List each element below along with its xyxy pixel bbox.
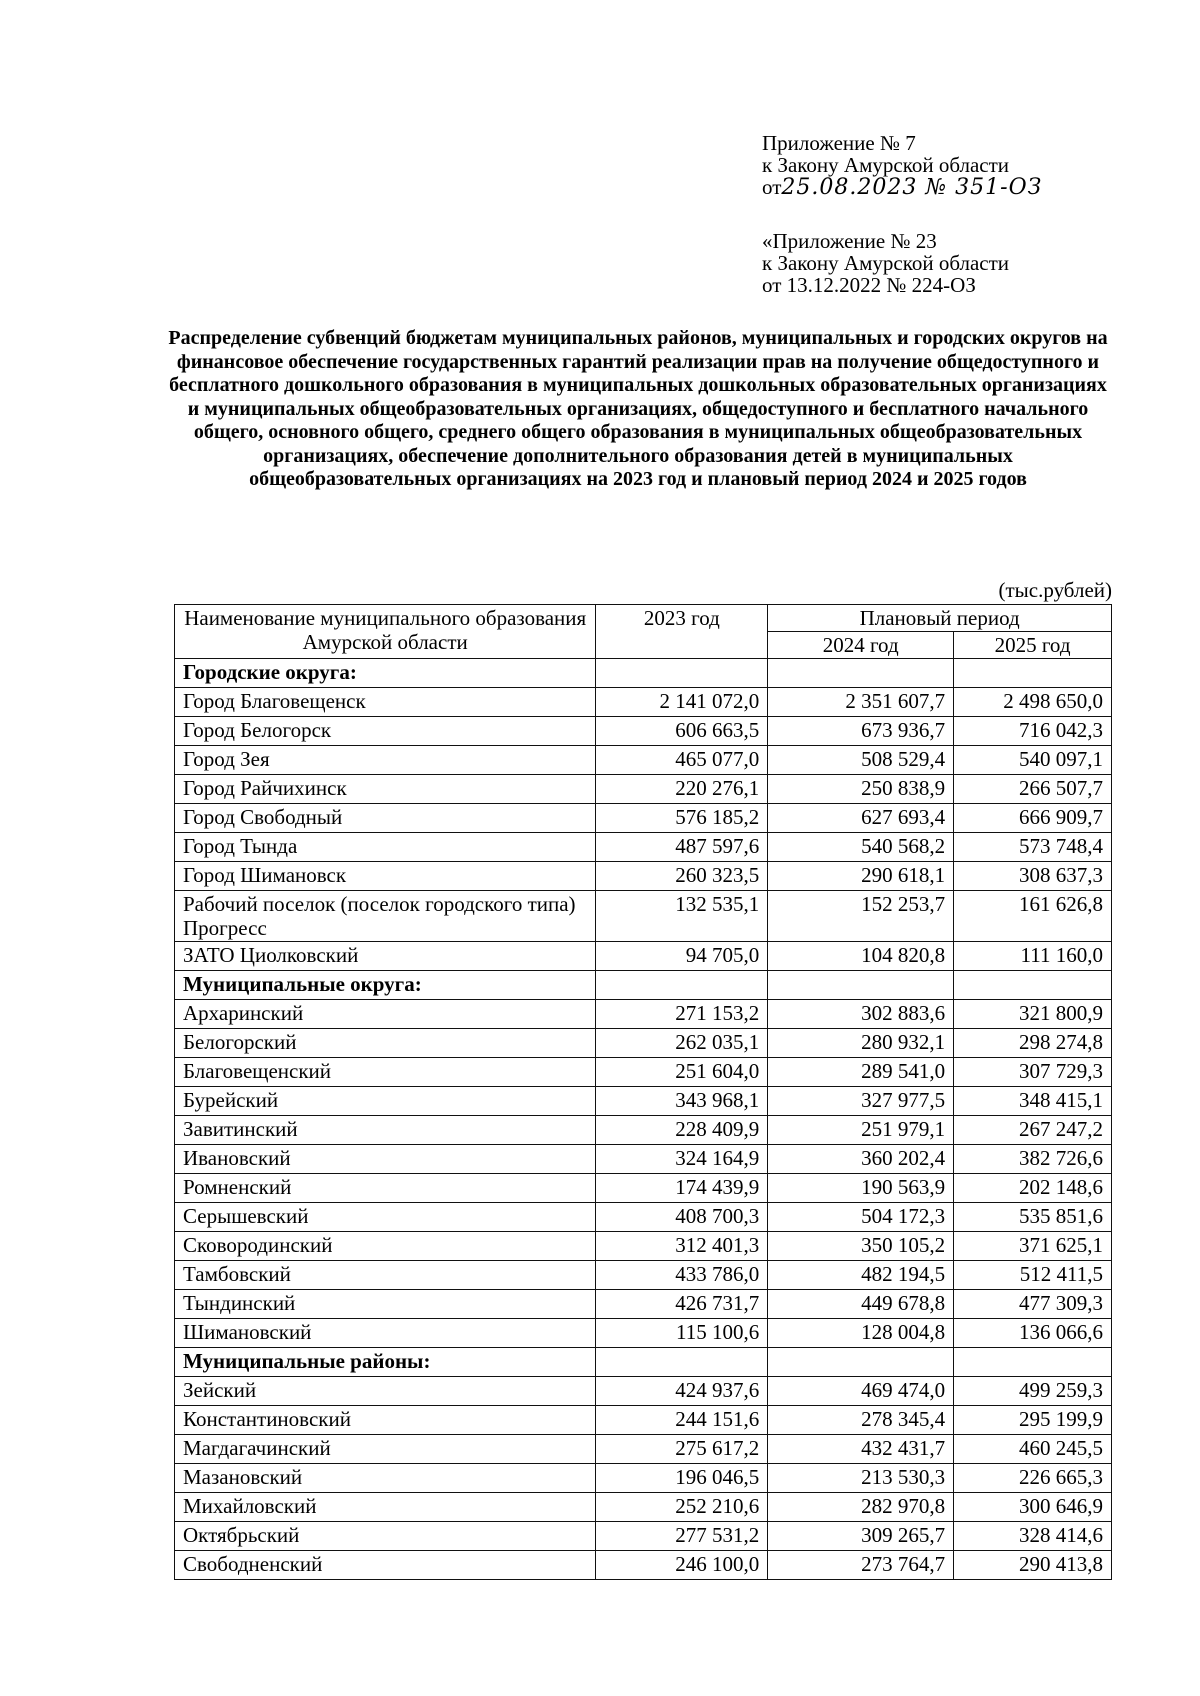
value-2023: 576 185,2 (596, 804, 768, 833)
municipality-name: Город Свободный (175, 804, 596, 833)
municipality-name: Зейский (175, 1377, 596, 1406)
value-2025: 477 309,3 (954, 1290, 1112, 1319)
value-2023: 277 531,2 (596, 1522, 768, 1551)
table-row (175, 1145, 1112, 1174)
date-prefix: от (762, 175, 782, 199)
value-2024: 280 932,1 (768, 1029, 954, 1058)
value-2023 (596, 1348, 768, 1377)
municipality-name: Ромненский (175, 1174, 596, 1203)
municipality-name: Муниципальные районы: (175, 1348, 596, 1377)
table-row (175, 833, 1112, 862)
value-2023: 94 705,0 (596, 942, 768, 971)
table-row (175, 1435, 1112, 1464)
municipality-name: Михайловский (175, 1493, 596, 1522)
value-2025: 267 247,2 (954, 1116, 1112, 1145)
value-2025: 499 259,3 (954, 1377, 1112, 1406)
value-2023 (596, 971, 768, 1000)
value-2023: 251 604,0 (596, 1058, 768, 1087)
appendix-number: «Приложение № 23 (762, 229, 937, 253)
value-2024: 213 530,3 (768, 1464, 954, 1493)
value-2025: 535 851,6 (954, 1203, 1112, 1232)
table-row (175, 891, 1112, 942)
value-2025: 307 729,3 (954, 1058, 1112, 1087)
section-row (175, 659, 1112, 688)
table-row (175, 1377, 1112, 1406)
value-2025: 382 726,6 (954, 1145, 1112, 1174)
units-label: (тыс.рублей) (998, 578, 1112, 602)
subventions-table (174, 604, 1112, 1580)
appendix-original-block (762, 230, 1009, 296)
value-2024: 449 678,8 (768, 1290, 954, 1319)
municipality-name: Завитинский (175, 1116, 596, 1145)
value-2025: 666 909,7 (954, 804, 1112, 833)
appendix-date-line: от 13.12.2022 № 224-ОЗ (762, 273, 976, 297)
table-row (175, 1522, 1112, 1551)
municipality-name: Город Белогорск (175, 717, 596, 746)
value-2025: 371 625,1 (954, 1232, 1112, 1261)
value-2024: 190 563,9 (768, 1174, 954, 1203)
municipality-name: Город Райчихинск (175, 775, 596, 804)
value-2023: 606 663,5 (596, 717, 768, 746)
table-row (175, 717, 1112, 746)
value-2024: 350 105,2 (768, 1232, 954, 1261)
table-row (175, 1116, 1112, 1145)
value-2024: 104 820,8 (768, 942, 954, 971)
value-2025: 111 160,0 (954, 942, 1112, 971)
table-row (175, 1464, 1112, 1493)
value-2023: 244 151,6 (596, 1406, 768, 1435)
value-2024: 128 004,8 (768, 1319, 954, 1348)
table-row (175, 746, 1112, 775)
value-2023: 426 731,7 (596, 1290, 768, 1319)
value-2023: 271 153,2 (596, 1000, 768, 1029)
value-2025: 716 042,3 (954, 717, 1112, 746)
handwritten-date-number: 25.08.2023 № 351-ОЗ (781, 175, 1043, 200)
value-2023: 275 617,2 (596, 1435, 768, 1464)
value-2024: 432 431,7 (768, 1435, 954, 1464)
value-2023: 115 100,6 (596, 1319, 768, 1348)
value-2025 (954, 971, 1112, 1000)
section-row (175, 1348, 1112, 1377)
table-row (175, 1058, 1112, 1087)
value-2024: 251 979,1 (768, 1116, 954, 1145)
value-2025 (954, 1348, 1112, 1377)
table-row (175, 862, 1112, 891)
value-2025: 226 665,3 (954, 1464, 1112, 1493)
value-2024 (768, 659, 954, 688)
section-row (175, 971, 1112, 1000)
table-body (175, 659, 1112, 1580)
value-2023: 2 141 072,0 (596, 688, 768, 717)
table-header-row (175, 605, 1112, 632)
value-2023: 132 535,1 (596, 891, 768, 942)
table-row (175, 1174, 1112, 1203)
value-2024: 278 345,4 (768, 1406, 954, 1435)
appendix-law-reference: к Закону Амурской области (762, 153, 1010, 177)
value-2024: 540 568,2 (768, 833, 954, 862)
appendix-law-reference: к Закону Амурской области (762, 251, 1010, 275)
municipality-name: Сковородинский (175, 1232, 596, 1261)
value-2023: 465 077,0 (596, 746, 768, 775)
municipality-name: Тындинский (175, 1290, 596, 1319)
value-2025: 136 066,6 (954, 1319, 1112, 1348)
municipality-name: Мазановский (175, 1464, 596, 1493)
value-2024: 309 265,7 (768, 1522, 954, 1551)
value-2023: 343 968,1 (596, 1087, 768, 1116)
value-2025: 295 199,9 (954, 1406, 1112, 1435)
table-row (175, 804, 1112, 833)
value-2023: 433 786,0 (596, 1261, 768, 1290)
municipality-name: Свободненский (175, 1551, 596, 1580)
value-2025: 290 413,8 (954, 1551, 1112, 1580)
municipality-name: Архаринский (175, 1000, 596, 1029)
table-row (175, 775, 1112, 804)
value-2024: 482 194,5 (768, 1261, 954, 1290)
table-row (175, 942, 1112, 971)
appendix-date-line (762, 176, 1042, 199)
value-2024: 2 351 607,7 (768, 688, 954, 717)
appendix-current-block (762, 132, 1042, 199)
value-2025: 202 148,6 (954, 1174, 1112, 1203)
municipality-name: Муниципальные округа: (175, 971, 596, 1000)
value-2025: 161 626,8 (954, 891, 1112, 942)
value-2023: 324 164,9 (596, 1145, 768, 1174)
municipality-name: Город Шимановск (175, 862, 596, 891)
value-2023: 260 323,5 (596, 862, 768, 891)
municipality-name: Город Зея (175, 746, 596, 775)
table-row (175, 1406, 1112, 1435)
table-row (175, 1203, 1112, 1232)
table-row (175, 1087, 1112, 1116)
value-2025: 2 498 650,0 (954, 688, 1112, 717)
value-2023: 312 401,3 (596, 1232, 768, 1261)
municipality-name: Рабочий поселок (поселок городского типа) Прогресс (175, 891, 596, 942)
header-municipality: Наименование муниципального образования Амурской области (175, 605, 596, 659)
value-2025: 321 800,9 (954, 1000, 1112, 1029)
table-row (175, 688, 1112, 717)
value-2023: 262 035,1 (596, 1029, 768, 1058)
value-2024: 290 618,1 (768, 862, 954, 891)
municipality-name: Серышевский (175, 1203, 596, 1232)
value-2023: 408 700,3 (596, 1203, 768, 1232)
value-2023: 228 409,9 (596, 1116, 768, 1145)
value-2023: 220 276,1 (596, 775, 768, 804)
value-2023: 424 937,6 (596, 1377, 768, 1406)
value-2025: 328 414,6 (954, 1522, 1112, 1551)
municipality-name: Город Тында (175, 833, 596, 862)
value-2024: 152 253,7 (768, 891, 954, 942)
table-row (175, 1319, 1112, 1348)
municipality-name: Константиновский (175, 1406, 596, 1435)
table-row (175, 1000, 1112, 1029)
value-2024: 273 764,7 (768, 1551, 954, 1580)
table-row (175, 1290, 1112, 1319)
table-row (175, 1551, 1112, 1580)
value-2025 (954, 659, 1112, 688)
value-2024: 250 838,9 (768, 775, 954, 804)
value-2024: 289 541,0 (768, 1058, 954, 1087)
value-2025: 348 415,1 (954, 1087, 1112, 1116)
municipality-name: Октябрьский (175, 1522, 596, 1551)
value-2024: 360 202,4 (768, 1145, 954, 1174)
table-row (175, 1493, 1112, 1522)
municipality-name: Городские округа: (175, 659, 596, 688)
appendix-number: Приложение № 7 (762, 131, 916, 155)
value-2025: 540 097,1 (954, 746, 1112, 775)
header-2024: 2024 год (768, 632, 954, 659)
value-2025: 573 748,4 (954, 833, 1112, 862)
value-2024: 627 693,4 (768, 804, 954, 833)
value-2025: 512 411,5 (954, 1261, 1112, 1290)
municipality-name: Ивановский (175, 1145, 596, 1174)
value-2024 (768, 1348, 954, 1377)
value-2025: 460 245,5 (954, 1435, 1112, 1464)
header-planned-period: Плановый период (768, 605, 1112, 632)
municipality-name: Магдагачинский (175, 1435, 596, 1464)
table-row (175, 1029, 1112, 1058)
value-2024: 327 977,5 (768, 1087, 954, 1116)
municipality-name: Тамбовский (175, 1261, 596, 1290)
municipality-name: ЗАТО Циолковский (175, 942, 596, 971)
value-2023 (596, 659, 768, 688)
value-2023: 252 210,6 (596, 1493, 768, 1522)
value-2023: 196 046,5 (596, 1464, 768, 1493)
municipality-name: Бурейский (175, 1087, 596, 1116)
table-row (175, 1261, 1112, 1290)
value-2024: 302 883,6 (768, 1000, 954, 1029)
value-2024: 282 970,8 (768, 1493, 954, 1522)
value-2023: 174 439,9 (596, 1174, 768, 1203)
municipality-name: Город Благовещенск (175, 688, 596, 717)
value-2025: 266 507,7 (954, 775, 1112, 804)
value-2024: 508 529,4 (768, 746, 954, 775)
municipality-name: Белогорский (175, 1029, 596, 1058)
value-2024: 504 172,3 (768, 1203, 954, 1232)
value-2024: 469 474,0 (768, 1377, 954, 1406)
header-2023: 2023 год (596, 605, 768, 659)
header-2025: 2025 год (954, 632, 1112, 659)
value-2023: 487 597,6 (596, 833, 768, 862)
value-2025: 298 274,8 (954, 1029, 1112, 1058)
document-title: Распределение субвенций бюджетам муниципальных районов, муниципальных и городских округов на финансовое обеспечение государственных гарантий реализации прав на получение общедоступного и бесплатного дошкольного образования в муниципальных дошкольных образовательных организациях и муниципальных общеобразовательных организациях, общедоступного и бесплатного начального общего, основного общего, среднего общего образования в муниципальных общеобразовательных организациях, обеспечение дополнительного образования детей в муниципальных общеобразовательных организациях на 2023 год и плановый период 2024 и 2025 годов (168, 327, 1108, 490)
value-2024: 673 936,7 (768, 717, 954, 746)
value-2025: 308 637,3 (954, 862, 1112, 891)
municipality-name: Шимановский (175, 1319, 596, 1348)
municipality-name: Благовещенский (175, 1058, 596, 1087)
value-2025: 300 646,9 (954, 1493, 1112, 1522)
table-row (175, 1232, 1112, 1261)
value-2023: 246 100,0 (596, 1551, 768, 1580)
value-2024 (768, 971, 954, 1000)
